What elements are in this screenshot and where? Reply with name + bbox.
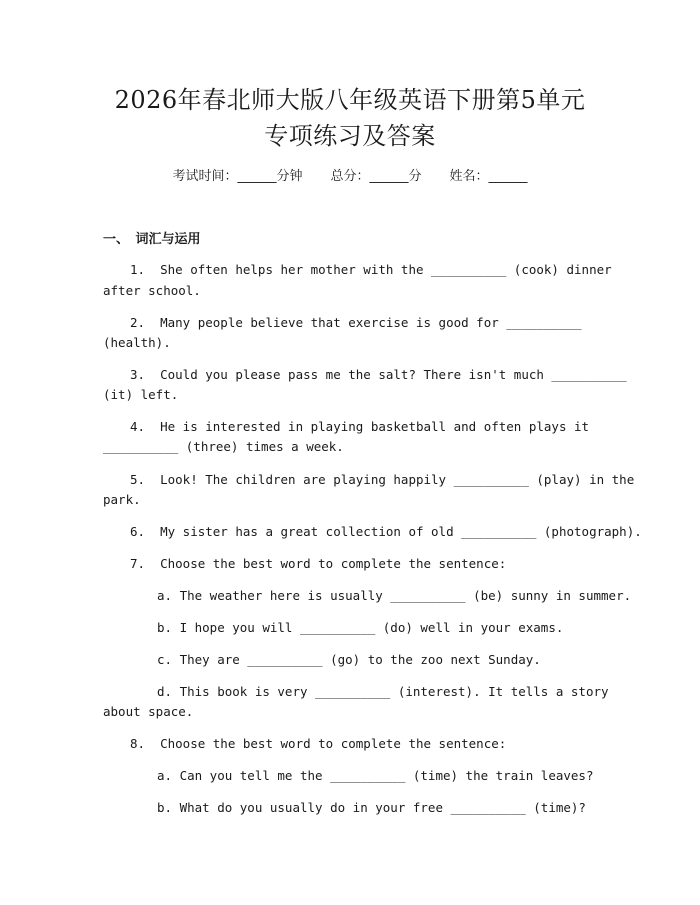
question-8: 8. Choose the best word to complete the sentence:	[130, 736, 507, 751]
document-title-line-1: 2026年春北师大版八年级英语下册第5单元	[114, 86, 586, 114]
question-5-line-2: park.	[103, 492, 141, 507]
exam-info	[0, 167, 700, 187]
section-heading-vocabulary: 一、 词汇与运用	[103, 232, 201, 247]
question-6: 6. My sister has a great collection of old __________ (photograph).	[130, 524, 642, 539]
exam-score-field: 总分：______分	[330, 169, 422, 184]
question-3-line-2: (it) left.	[103, 387, 179, 402]
question-2-line-1: 2. Many people believe that exercise is good for __________	[130, 315, 582, 330]
question-3-line-1: 3. Could you please pass me the salt? There isn't much __________	[130, 367, 627, 382]
question-2-line-2: (health).	[103, 335, 171, 350]
question-7d-line-2: about space.	[103, 704, 194, 719]
question-8a: a. Can you tell me the __________ (time) the train leaves?	[157, 768, 594, 783]
question-7d-line-1: d. This book is very __________ (interest). It tells a story	[157, 684, 609, 699]
question-4-line-1: 4. He is interested in playing basketball and often plays it	[130, 419, 590, 434]
question-8b: b. What do you usually do in your free __________ (time)?	[157, 800, 586, 815]
question-7c: c. They are __________ (go) to the zoo next Sunday.	[157, 652, 541, 667]
student-name-field: 姓名：______	[449, 169, 528, 184]
question-7a: a. The weather here is usually __________ (be) sunny in summer.	[157, 588, 632, 603]
question-7b: b. I hope you will __________ (do) well in your exams.	[157, 620, 564, 635]
question-1-line-2: after school.	[103, 283, 201, 298]
exam-time-field: 考试时间：______分钟	[172, 169, 303, 184]
question-5-line-1: 5. Look! The children are playing happily __________ (play) in the	[130, 472, 635, 487]
question-1-line-1: 1. She often helps her mother with the __________ (cook) dinner	[130, 262, 612, 277]
question-4-line-2: __________ (three) times a week.	[103, 439, 344, 454]
question-7: 7. Choose the best word to complete the sentence:	[130, 556, 507, 571]
document-title-line-2: 专项练习及答案	[264, 122, 436, 150]
